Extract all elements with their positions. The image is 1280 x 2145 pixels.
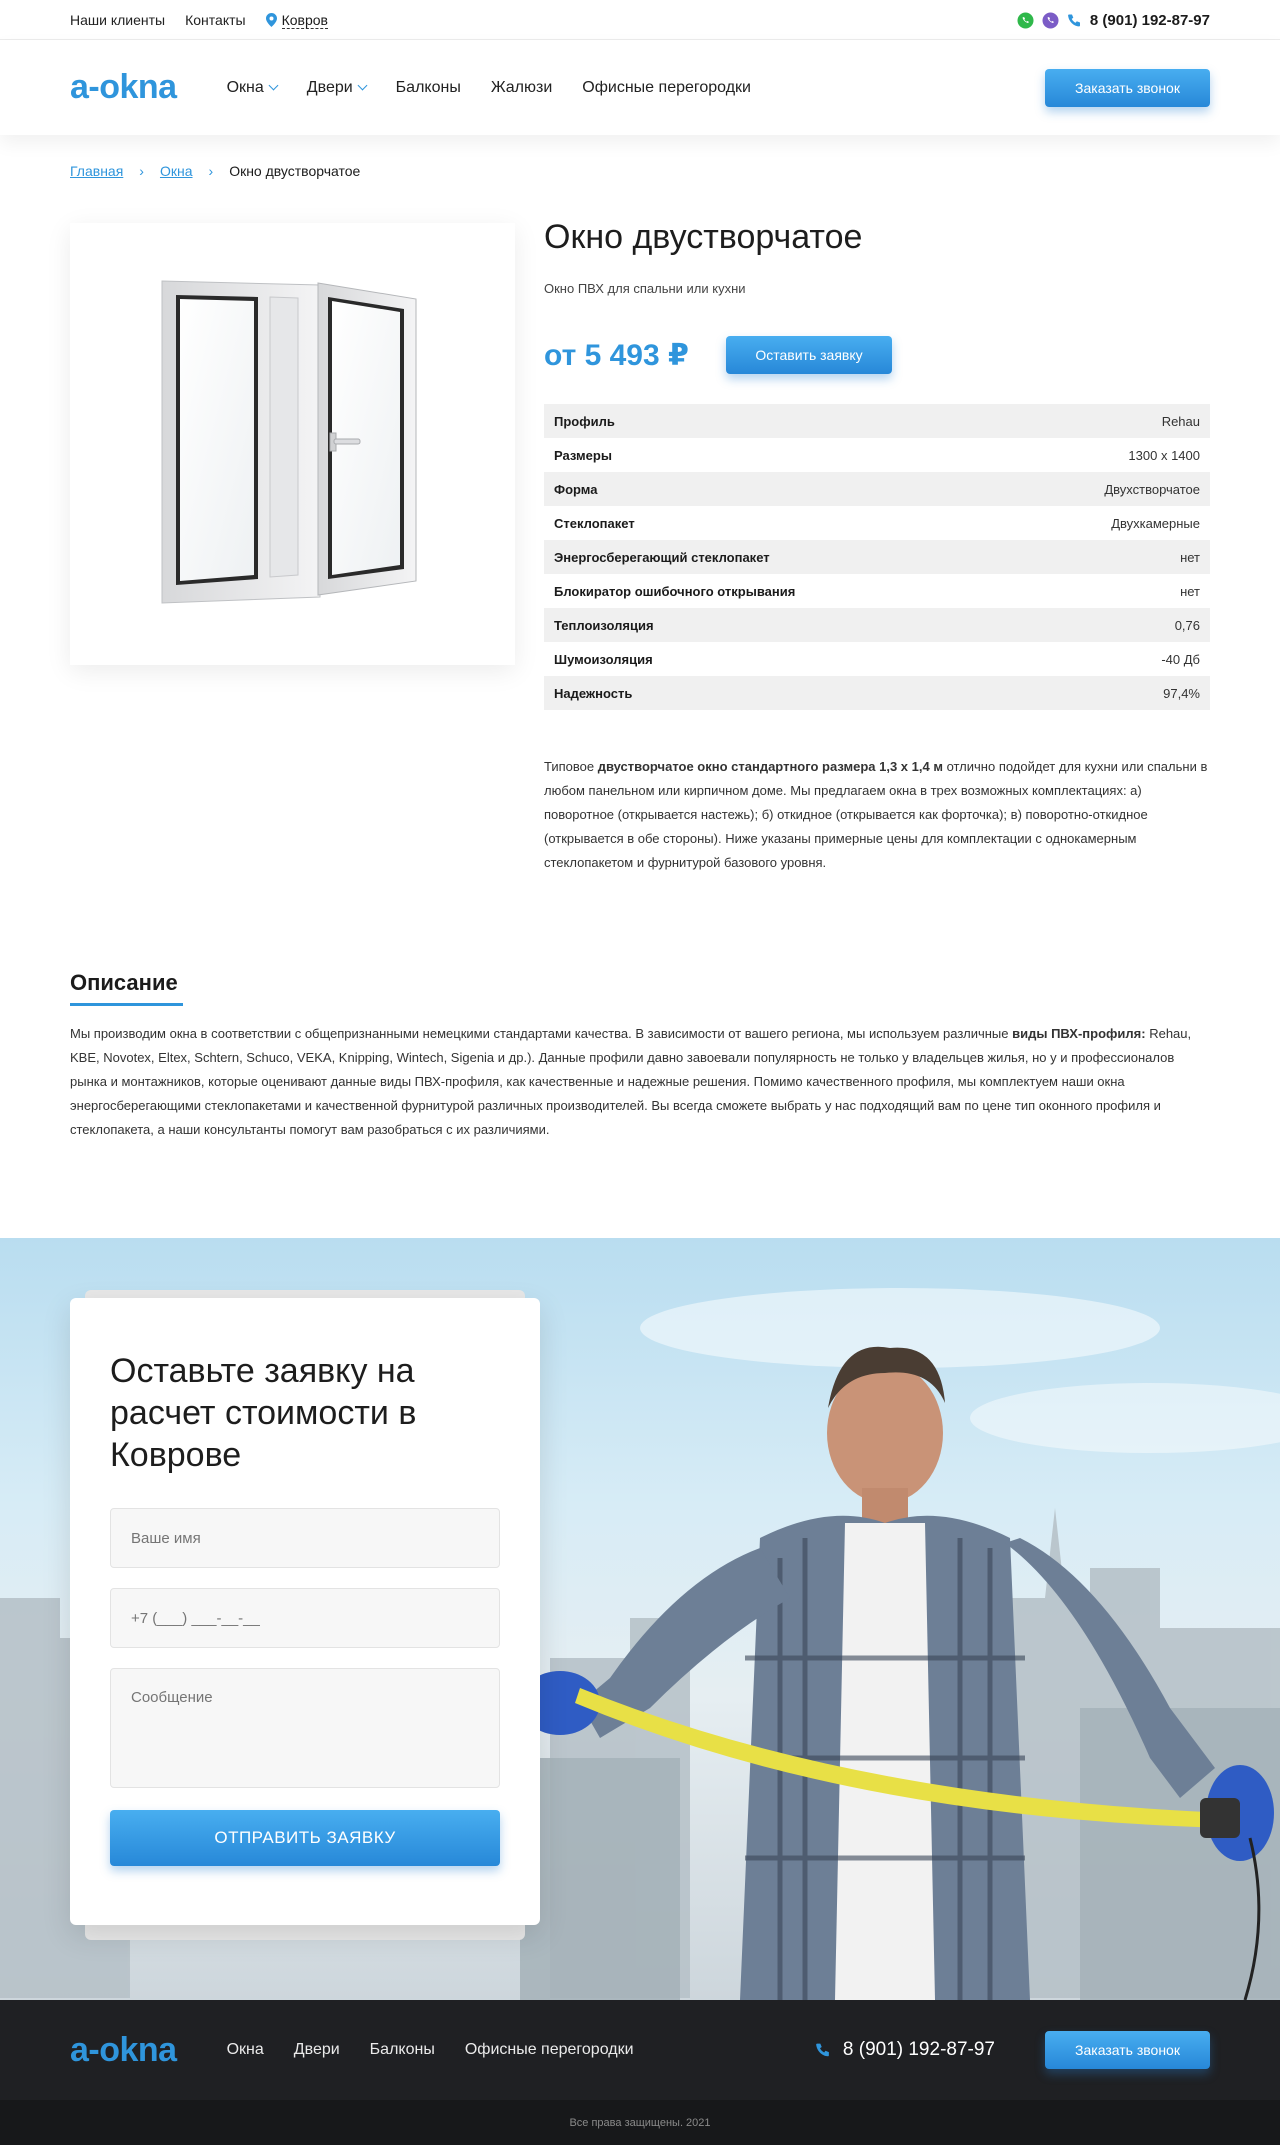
- spec-key: Размеры: [554, 447, 612, 463]
- spec-value: 0,76: [1174, 617, 1200, 633]
- spec-row: [544, 676, 1210, 710]
- footer-nav-windows[interactable]: Окна: [226, 2041, 264, 2058]
- breadcrumb: [70, 163, 1210, 179]
- city-name: Ковров: [281, 11, 328, 28]
- name-field[interactable]: [110, 1508, 500, 1568]
- footer-callback-button[interactable]: Заказать звонок: [1045, 2031, 1210, 2069]
- nav-blinds[interactable]: Жалюзи: [490, 78, 553, 96]
- top-phone[interactable]: 8 (901) 192-87-97: [1089, 11, 1210, 29]
- submit-request-button[interactable]: ОТПРАВИТЬ ЗАЯВКУ: [110, 1810, 500, 1866]
- phone-icon: [815, 2042, 831, 2058]
- message-field[interactable]: [110, 1668, 500, 1788]
- request-form-card: [70, 1298, 540, 1925]
- product-price: от 5 493 ₽: [544, 338, 689, 372]
- spec-key: Шумоизоляция: [554, 651, 653, 667]
- breadcrumb-current: Окно двустворчатое: [229, 163, 361, 179]
- footer-nav-balconies[interactable]: Балконы: [369, 2041, 435, 2058]
- main-nav: [227, 79, 751, 97]
- spec-key: Блокиратор ошибочного открывания: [554, 583, 796, 599]
- spec-key: Теплоизоляция: [554, 617, 654, 633]
- spec-value: нет: [1180, 549, 1200, 565]
- spec-value: нет: [1180, 583, 1200, 599]
- spec-value: -40 Дб: [1161, 651, 1200, 667]
- chevron-right-icon: ›: [208, 163, 214, 179]
- product-subtitle: Окно ПВХ для спальни или кухни: [544, 281, 746, 296]
- product-desc-bold: двустворчатое окно стандартного размера 1,3 х 1,4 м: [597, 759, 943, 774]
- spec-key: Энергосберегающий стеклопакет: [554, 549, 770, 565]
- spec-row: [544, 506, 1210, 540]
- description-pre: Мы производим окна в соответствии с общепризнанными немецкими стандартами качества. В зависимости от вашего региона, мы используем различные: [70, 1026, 1013, 1041]
- site-footer: [0, 2000, 1280, 2100]
- description-bold: виды ПВХ-профиля:: [1012, 1026, 1146, 1041]
- footer-logo[interactable]: a-okna: [70, 2030, 177, 2069]
- clients-link[interactable]: Наши клиенты: [70, 12, 166, 28]
- spec-row: [544, 404, 1210, 438]
- footer-phone-number: 8 (901) 192-87-97: [842, 2039, 995, 2060]
- nav-label: Окна: [226, 78, 264, 96]
- spec-value: Двухстворчатое: [1104, 481, 1200, 497]
- footer-nav: [227, 2041, 634, 2059]
- breadcrumb-home[interactable]: Главная: [70, 163, 124, 179]
- top-bar: [0, 0, 1280, 40]
- footer-nav-partitions[interactable]: Офисные перегородки: [464, 2041, 634, 2058]
- description-post: Rehau, KBE, Novotex, Eltex, Schtern, Schuco, VEKA, Knipping, Wintech, Sigenia и др.). Данные профили давно завоевали популярность не только у владельцев жилья, но у и профессионалов рынка и монтажников, которые оценивают данные виды ПВХ-профиля, как качественные и надежные решения. Помимо качественного профиля, мы комплектуем наши окна энергосберегающими стеклопакетами и качественной фурнитурой различных производителей. Вы всегда сможете выбрать у нас подходящий вам по цене тип оконного профиля и стеклопакета, а наши консультанты помогут вам разобраться с их различиями.: [70, 1026, 1192, 1137]
- copyright: Все права защищены. 2021: [0, 2100, 1280, 2145]
- window-illustration: [70, 223, 515, 665]
- description-heading: Описание: [70, 970, 178, 995]
- spec-row: [544, 574, 1210, 608]
- nav-partitions[interactable]: Офисные перегородки: [582, 78, 751, 96]
- spec-value: 1300 x 1400: [1128, 447, 1200, 463]
- spec-row: [544, 608, 1210, 642]
- spec-value: 97,4%: [1163, 685, 1200, 701]
- spec-key: Форма: [554, 481, 598, 497]
- chevron-down-icon: [268, 81, 278, 91]
- contacts-link[interactable]: Контакты: [185, 12, 246, 28]
- chevron-down-icon: [357, 81, 367, 91]
- phone-icon: [1067, 13, 1082, 28]
- nav-windows[interactable]: [227, 79, 277, 97]
- spec-key: Стеклопакет: [554, 515, 635, 531]
- callback-button[interactable]: Заказать звонок: [1045, 69, 1210, 107]
- nav-label: Двери: [306, 78, 353, 96]
- spec-key: Профиль: [554, 413, 615, 429]
- site-header: [0, 40, 1280, 135]
- spec-row: [544, 438, 1210, 472]
- footer-phone[interactable]: [815, 2039, 995, 2061]
- heading-underline: [70, 1003, 183, 1006]
- product-info: [544, 218, 1210, 710]
- product-image: [70, 223, 515, 665]
- map-pin-icon: [266, 13, 277, 27]
- spec-row: [544, 472, 1210, 506]
- footer-nav-doors[interactable]: Двери: [293, 2041, 340, 2058]
- breadcrumb-windows[interactable]: Окна: [159, 163, 193, 179]
- product-description: [544, 755, 1210, 875]
- spec-row: [544, 642, 1210, 676]
- phone-field[interactable]: [110, 1588, 500, 1648]
- product-desc-pre: Типовое: [544, 759, 598, 774]
- spec-key: Надежность: [554, 685, 633, 701]
- product-desc-post: отлично подойдет для кухни или спальни в любом панельном или кирпичном доме. Мы предлагаем окна в трех возможных комплектациях: а) поворотное (открывается настежь); б) откидное (открывается как форточка); в) поворотно-откидное (открывается в обе стороны). Ниже указаны примерные цены для комплектации с однокамерным стеклопакетом и фурнитурой базового уровня.: [544, 759, 1208, 870]
- chevron-right-icon: ›: [139, 163, 144, 179]
- spec-row: [544, 540, 1210, 574]
- specs-table: [544, 404, 1210, 710]
- product-title: Окно двустворчатое: [544, 218, 863, 256]
- nav-doors[interactable]: [307, 79, 366, 97]
- nav-balconies[interactable]: Балконы: [395, 78, 461, 96]
- leave-request-button[interactable]: Оставить заявку: [726, 336, 892, 374]
- spec-value: Rehau: [1161, 413, 1200, 429]
- form-title: Оставьте заявку на расчет стоимости в Коврове: [110, 1352, 417, 1474]
- spec-value: Двухкамерные: [1111, 515, 1200, 531]
- description-text: [70, 1022, 1210, 1142]
- viber-icon[interactable]: [1042, 12, 1059, 29]
- city-selector[interactable]: [266, 12, 328, 29]
- whatsapp-icon[interactable]: [1017, 12, 1034, 29]
- logo[interactable]: a-okna: [70, 68, 177, 106]
